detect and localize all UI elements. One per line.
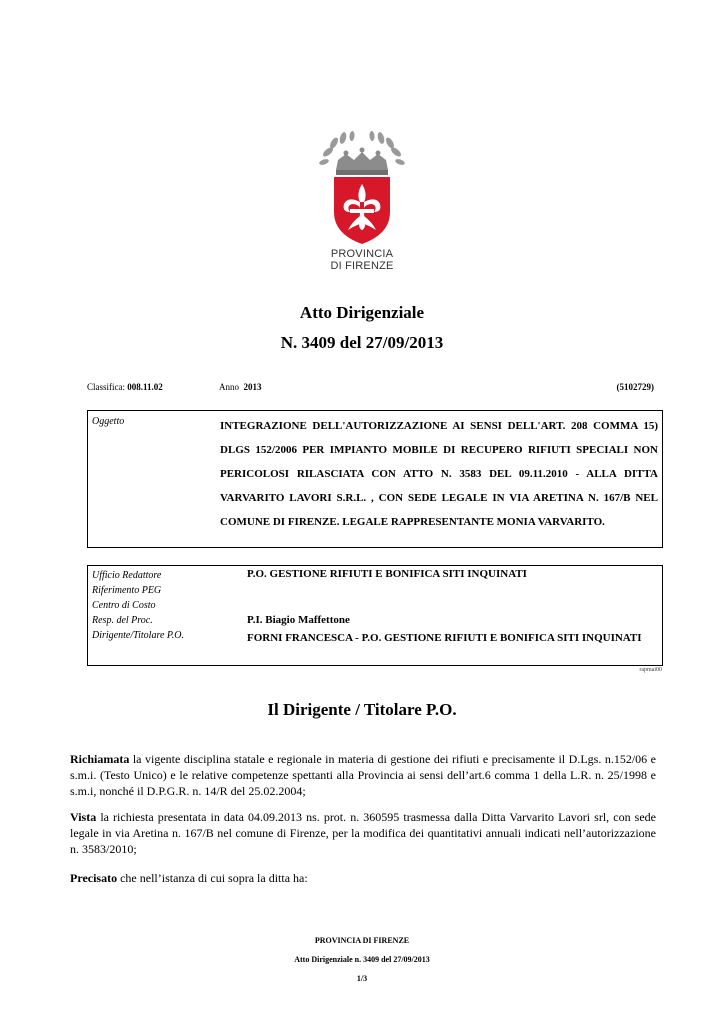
paragraph-richiamata-text: la vigente disciplina statale e regionale in materia di gestione dei rifiuti e precisamente il D.Lgs. n.152/06 e s.m.i. (Testo Unico) e le relative competenze spettanti alla Provincia ai sensi dell’art.6 comma 1 della L.R. n. 25/1998 e s.m.i, nonché il D.P.G.R. n. 14/R del 25.02.2004;: [70, 752, 656, 798]
footer-org: PROVINCIA DI FIRENZE: [314, 936, 410, 945]
paragraph-precisato-lead: Precisato: [70, 871, 118, 885]
resp-proc-value: P.I. Biagio Maffettone: [247, 614, 350, 626]
label-centro-di-costo: Centro di Costo: [92, 600, 156, 611]
ufficio-value: P.O. GESTIONE RIFIUTI E BONIFICA SITI INQUINATI: [247, 568, 527, 580]
florence-lily-crest-icon: [316, 130, 408, 245]
classifica-value: 008.11.02: [127, 382, 163, 392]
ufficio-box: [87, 565, 663, 666]
label-ufficio-redattore: Ufficio Redattore: [92, 570, 162, 581]
paragraph-vista-text: la richiesta presentata in data 04.09.2013 ns. prot. n. 360595 trasmessa dalla Ditta Varvarito Lavori srl, con sede legale in via Aretina n. 167/B nel comune di Firenze, per la modifica dei quantitativi annuali indicati nell’autorizzazione n. 3583/2010;: [70, 810, 656, 856]
anno-label: Anno: [219, 382, 239, 392]
classifica: [87, 382, 163, 392]
oggetto-text: INTEGRAZIONE DELL'AUTORIZZAZIONE AI SENSI DELL'ART. 208 COMMA 15) DLGS 152/2006 PER IMPIANTO MOBILE DI RECUPERO RIFIUTI SPECIALI NON PERICOLOSI RILASCIATA CON ATTO N. 3583 DEL 09.11.2010 - ALLA DITTA VARVARITO LAVORI S.R.L. , CON SEDE LEGALE IN VIA ARETINA N. 167/B NEL COMUNE DI FIRENZE. LEGALE RAPPRESENTANTE MONIA VARVARITO.: [220, 420, 658, 528]
logo-label: [316, 248, 408, 272]
paragraph-precisato: [70, 870, 656, 886]
paragraph-richiamata: [70, 751, 656, 799]
document-code: (5102729): [616, 382, 654, 392]
anno-value: 2013: [243, 382, 262, 392]
paragraph-vista: [70, 809, 656, 857]
document-title: Atto Dirigenziale: [299, 303, 425, 322]
document-number: N. 3409 del 27/09/2013: [280, 333, 444, 352]
logo-line-2: DI FIRENZE: [330, 260, 394, 272]
label-riferimento-peg: Riferimento PEG: [92, 585, 162, 596]
anno: [219, 382, 262, 392]
oggetto-label: Oggetto: [92, 416, 125, 427]
provincia-logo: [316, 130, 408, 275]
label-resp-proc: Resp. del Proc.: [92, 615, 153, 626]
section-heading: Il Dirigente / Titolare P.O.: [267, 700, 457, 719]
ufficio-code: rapmai00: [639, 667, 662, 673]
classifica-label: Classifica:: [87, 382, 125, 392]
footer-atto: Atto Dirigenziale n. 3409 del 27/09/2013: [294, 955, 430, 964]
logo-line-1: PROVINCIA: [330, 248, 394, 260]
footer-page-number: 1/3: [356, 974, 368, 983]
ufficio-labels: [92, 568, 184, 643]
dirigente-value: FORNI FRANCESCA - P.O. GESTIONE RIFIUTI E BONIFICA SITI INQUINATI: [247, 632, 642, 644]
paragraph-vista-lead: Vista: [70, 810, 97, 824]
oggetto-box: [87, 410, 663, 548]
paragraph-precisato-text: che nell’istanza di cui sopra la ditta ha:: [117, 871, 308, 885]
paragraph-richiamata-lead: Richiamata: [70, 752, 130, 766]
label-dirigente: Dirigente/Titolare P.O.: [92, 630, 184, 641]
